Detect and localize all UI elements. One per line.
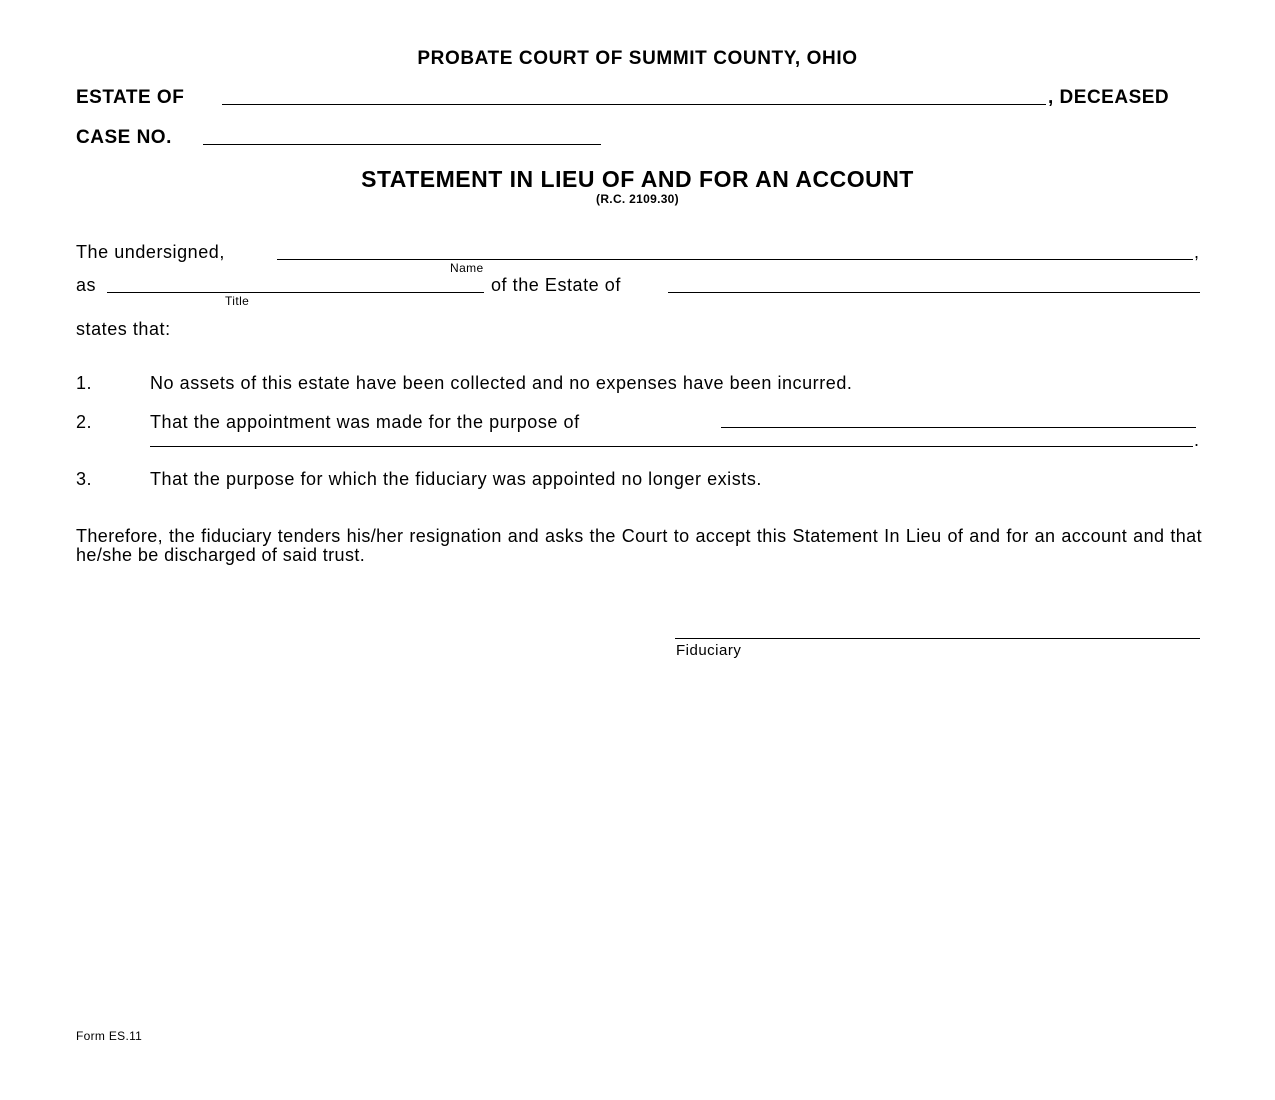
undersigned-label: The undersigned, <box>76 242 225 262</box>
estate-of-field[interactable] <box>668 292 1200 293</box>
purpose-field-line-2[interactable] <box>150 446 1193 447</box>
as-label: as <box>76 275 97 295</box>
name-field[interactable] <box>277 259 1193 260</box>
statute-reference: (R.C. 2109.30) <box>596 192 679 206</box>
title-field[interactable] <box>107 292 484 293</box>
case-number-label: CASE NO. <box>76 127 172 148</box>
closing-paragraph: Therefore, the fiduciary tenders his/her resignation and asks the Court to accept this Statement In Lieu of and for an account and that he/she be discharged of said trust. <box>76 526 1202 565</box>
purpose-trailing-period: . <box>1194 430 1200 450</box>
document-title: STATEMENT IN LIEU OF AND FOR AN ACCOUNT <box>361 166 914 192</box>
item-1-text: No assets of this estate have been collected and no expenses have been incurred. <box>150 373 853 393</box>
deceased-label: , DECEASED <box>1048 87 1170 108</box>
fiduciary-caption: Fiduciary <box>676 642 742 659</box>
case-number-field[interactable] <box>203 144 601 145</box>
estate-name-field[interactable] <box>222 104 1046 105</box>
fiduciary-signature-field[interactable] <box>675 638 1200 639</box>
item-3-text: That the purpose for which the fiduciary was appointed no longer exists. <box>150 469 762 489</box>
item-2-number: 2. <box>76 412 93 432</box>
name-trailing-comma: , <box>1194 242 1200 262</box>
purpose-field-line-1[interactable] <box>721 427 1196 428</box>
states-that-label: states that: <box>76 319 171 339</box>
estate-of-text: of the Estate of <box>491 275 621 295</box>
estate-of-label: ESTATE OF <box>76 87 185 108</box>
name-caption: Name <box>450 261 484 275</box>
item-1-number: 1. <box>76 373 93 393</box>
court-title: PROBATE COURT OF SUMMIT COUNTY, OHIO <box>417 48 858 69</box>
title-caption: Title <box>225 294 250 308</box>
item-3-number: 3. <box>76 469 93 489</box>
form-id: Form ES.11 <box>76 1029 143 1043</box>
item-2-text: That the appointment was made for the purpose of <box>150 412 580 432</box>
